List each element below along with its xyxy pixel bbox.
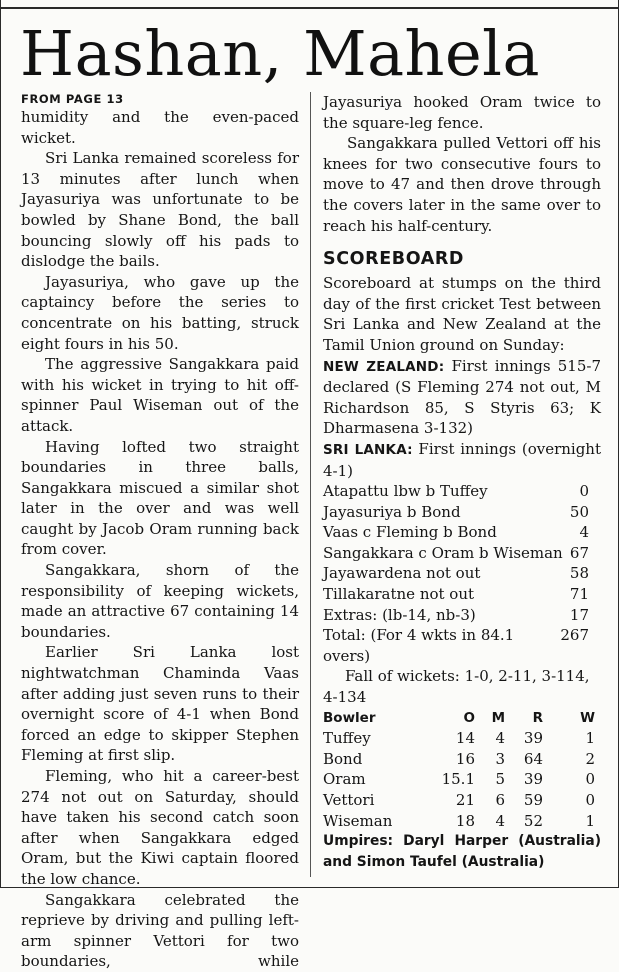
scoreboard-heading: SCOREBOARD [323,249,465,270]
runs-conceded: 39 [523,770,543,789]
header-bowler: Bowler [323,709,376,726]
batting-row [323,502,601,523]
bowling-row [323,811,601,832]
batting-row [323,481,601,502]
bowling-row [323,769,601,790]
runs-conceded: 64 [523,749,543,768]
nz-innings-text: First innings 515-7 declared (S Fleming 274 not out, M Richardson 85, S Styris 63; K Dharmasena 3-132) [323,356,601,438]
from-page-label: FROM PAGE 13 [21,92,124,106]
batsman: Sangakkara c Oram b Wiseman [323,543,563,562]
nz-innings [323,356,601,439]
maidens: 6 [495,791,505,809]
paragraph: Earlier Sri Lanka lost nightwatchman Chaminda Vaas after adding just seven runs to their overnight score of 4-1 when Bond forced an edge to skipper Stephen Fleming at first slip. [21,643,299,765]
batting-row [323,522,601,543]
wickets: 2 [585,749,595,768]
batting-row [323,584,601,605]
extras-label: Extras: (lb-14, nb-3) [323,605,476,624]
bowling-row [323,728,601,749]
paragraph: Sangakkara pulled Vettori off his knees for two consecutive fours to move to 47 and then drove through the covers later in the same over to reach his half-century. [323,134,601,235]
batsman: Jayasuriya b Bond [323,502,461,521]
bowler: Bond [323,749,363,768]
batsman: Atapattu lbw b Tuffey [323,482,488,501]
paragraph: Sri Lanka remained scoreless for 13 minutes after lunch when Jayasuriya was unfortunate to be bowled by Shane Bond, the ball bouncing slowly off his pads to dislodge the bails. [21,149,299,271]
maidens: 4 [495,811,505,830]
total-label: Total: (For 4 wkts in 84.1 overs) [323,626,515,665]
overs: 15.1 [441,770,475,789]
scoreboard-intro: Scoreboard at stumps on the third day of the first cricket Test between Sri Lanka and New Zealand at the Tamil Union ground on Sunday: [323,274,601,354]
runs-conceded: 59 [523,791,543,809]
bowling-card [323,708,601,832]
extras-row [323,605,601,626]
overs: 16 [455,749,475,768]
header-maidens: M [491,709,505,726]
left-column [21,91,299,972]
bowler: Oram [323,770,366,789]
maidens: 3 [495,749,505,768]
batting-card [323,481,601,666]
paragraph: Jayasuriya hooked Oram twice to the square-leg fence. [323,93,601,132]
runs-conceded: 39 [523,729,543,748]
right-column [323,92,601,872]
wickets: 0 [585,770,595,789]
wickets: 0 [585,791,595,809]
bowling-header [323,708,601,729]
bowling-row [323,790,601,811]
overs: 14 [455,729,475,748]
batting-row [323,543,601,564]
paragraph: The aggressive Sangakkara paid with his wicket in trying to hit off-spinner Paul Wiseman out of the attack. [21,355,299,435]
overs: 21 [455,791,475,809]
batsman: Tillakaratne not out [323,585,475,604]
runs: 67 [569,543,589,562]
bowler: Tuffey [323,729,371,748]
umpires: Umpires: Daryl Harper (Australia) and Simon Taufel (Australia) [323,833,601,870]
nz-label: NEW ZEALAND: [323,358,445,375]
paragraph: humidity and the even-paced wicket. [21,108,299,147]
runs: 17 [569,605,589,624]
overs: 18 [455,811,475,830]
runs: 71 [569,585,589,604]
runs: 267 [560,626,589,645]
column-divider [310,92,311,877]
wickets: 1 [585,811,595,830]
paragraph: Jayasuriya, who gave up the captaincy before the series to concentrate on his batting, struck eight fours in his 50. [21,272,299,353]
runs: 50 [569,502,589,521]
header-runs: R [532,709,543,726]
runs-conceded: 52 [523,811,543,830]
maidens: 4 [495,729,505,748]
total-row [323,625,601,666]
batsman: Jayawardena not out [323,564,481,583]
top-rule [1,7,618,9]
header-wickets: W [580,709,595,726]
fall-of-wickets: Fall of wickets: 1-0, 2-11, 3-114, 4-134 [323,667,590,707]
paragraph: Sangakkara, shorn of the responsibility of keeping wickets, made an attractive 67 containing 14 boundaries. [21,561,299,641]
runs: 4 [579,523,589,542]
batsman: Vaas c Fleming b Bond [323,523,497,542]
header-overs: O [463,709,475,726]
runs: 58 [569,564,589,583]
maidens: 5 [495,770,505,789]
sl-innings-text: First innings (overnight 4-1) [323,439,601,480]
sl-label: SRI LANKA: [323,441,413,458]
headline: Hashan, Mahela [20,17,540,90]
sl-innings [323,439,601,481]
bowling-row [323,749,601,770]
wickets: 1 [585,729,595,748]
paragraph: Sangakkara celebrated the reprieve by driving and pulling left-arm spinner Vettori for two boundaries, while [21,890,299,971]
paragraph: Fleming, who hit a career-best 274 not out on Saturday, should have taken his second catch soon after when Sangakkara edged Oram, but the Kiwi captain floored the low chance. [21,767,299,888]
runs: 0 [579,482,589,501]
batting-row [323,563,601,584]
bowler: Wiseman [323,811,393,830]
bowler: Vettori [323,791,375,809]
paragraph: Having lofted two straight boundaries in three balls, Sangakkara miscued a similar shot later in the over and was well caught by Jacob Oram running back from cover. [21,437,299,559]
